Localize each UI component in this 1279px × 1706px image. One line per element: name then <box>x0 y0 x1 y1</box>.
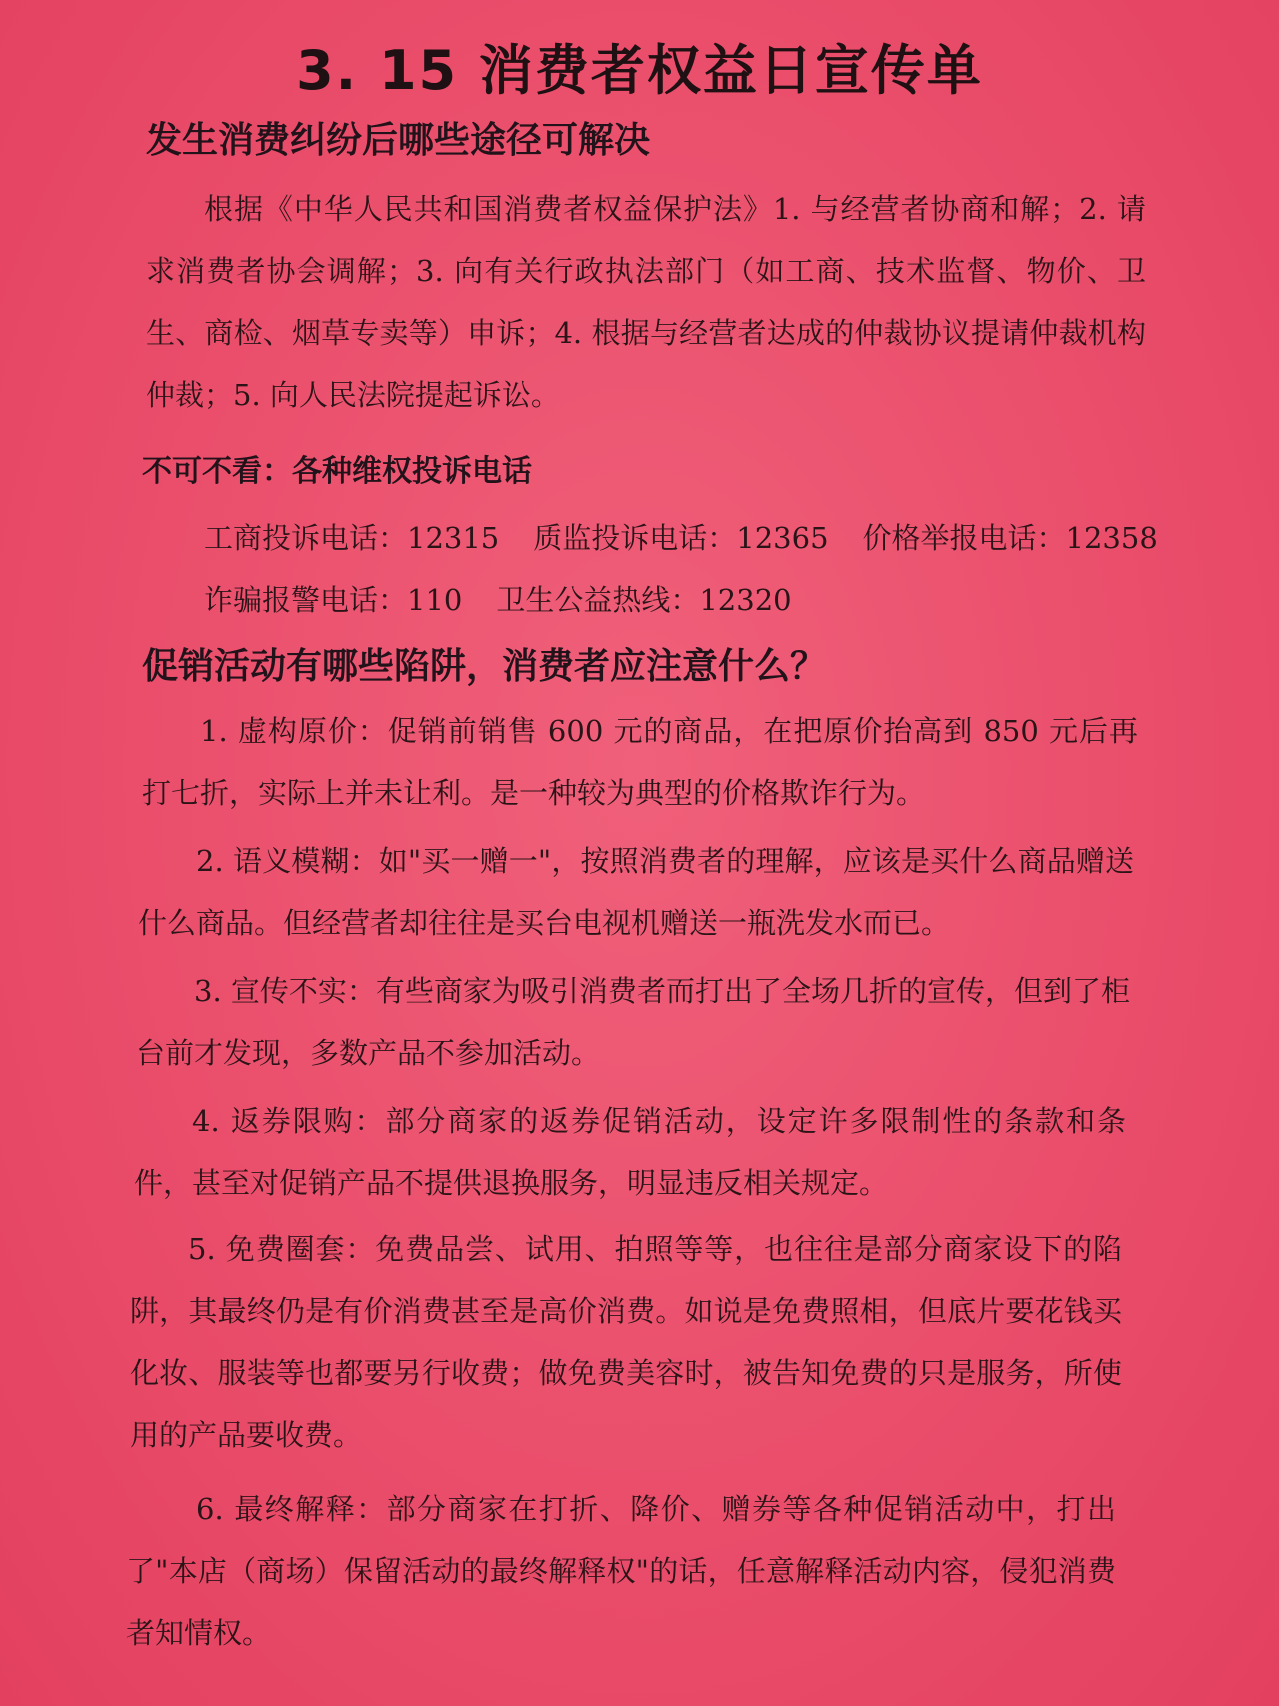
trap-item: 2. 语义模糊：如"买一赠一"，按照消费者的理解，应该是买什么商品赠送什么商品。但经营者却往往是买台电视机赠送一瓶洗发水而已。 <box>138 844 1134 940</box>
trap-item: 1. 虚构原价：促销前销售 600 元的商品，在把原价抬高到 850 元后再打七折，实际上并未让利。是一种较为典型的价格欺诈行为。 <box>142 714 1138 810</box>
section-heading-dispute: 发生消费纠纷后哪些途径可解决 <box>146 120 651 161</box>
page-title: 3. 15 消费者权益日宣传单 <box>296 39 983 102</box>
hotline-row-2 <box>204 578 792 619</box>
trap-item: 5. 免费圈套：免费品尝、试用、拍照等等，也往往是部分商家设下的陷阱，其最终仍是有价消费甚至是高价消费。如说是免费照相，但底片要花钱买化妆、服装等也都要另行收费；做免费美容时，被告知免费的只是服务，所使用的产品要收费。 <box>130 1232 1122 1452</box>
trap-item: 4. 返券限购：部分商家的返券促销活动，设定许多限制性的条款和条件，甚至对促销产品不提供退换服务，明显违反相关规定。 <box>134 1104 1126 1200</box>
hotline-row-1 <box>204 516 1158 557</box>
trap-item: 6. 最终解释：部分商家在打折、降价、赠券等各种促销活动中，打出了"本店（商场）保留活动的最终解释权"的话，任意解释活动内容，侵犯消费者知情权。 <box>126 1492 1116 1650</box>
hotline-weisheng: 卫生公益热线：12320 <box>496 583 792 617</box>
section-heading-hotlines: 不可不看：各种维权投诉电话 <box>142 454 532 489</box>
section-heading-traps: 促销活动有哪些陷阱，消费者应注意什么？ <box>142 646 827 687</box>
dispute-paragraph: 根据《中华人民共和国消费者权益保护法》1. 与经营者协商和解；2. 请求消费者协会调解；3. 向有关行政执法部门（如工商、技术监督、物价、卫生、商检、烟草专卖等）申诉；4. 根据与经营者达成的仲裁协议提请仲裁机构仲裁；5. 向人民法院提起诉讼。 <box>146 192 1146 412</box>
hotline-gongshang: 工商投诉电话：12315 <box>204 521 500 555</box>
hotline-zhapian: 诈骗报警电话：110 <box>204 583 463 617</box>
hotline-jiage: 价格举报电话：12358 <box>862 521 1158 555</box>
trap-item: 3. 宣传不实：有些商家为吸引消费者而打出了全场几折的宣传，但到了柜台前才发现，多数产品不参加活动。 <box>136 974 1130 1070</box>
hotline-zhijian: 质监投诉电话：12365 <box>533 521 829 555</box>
